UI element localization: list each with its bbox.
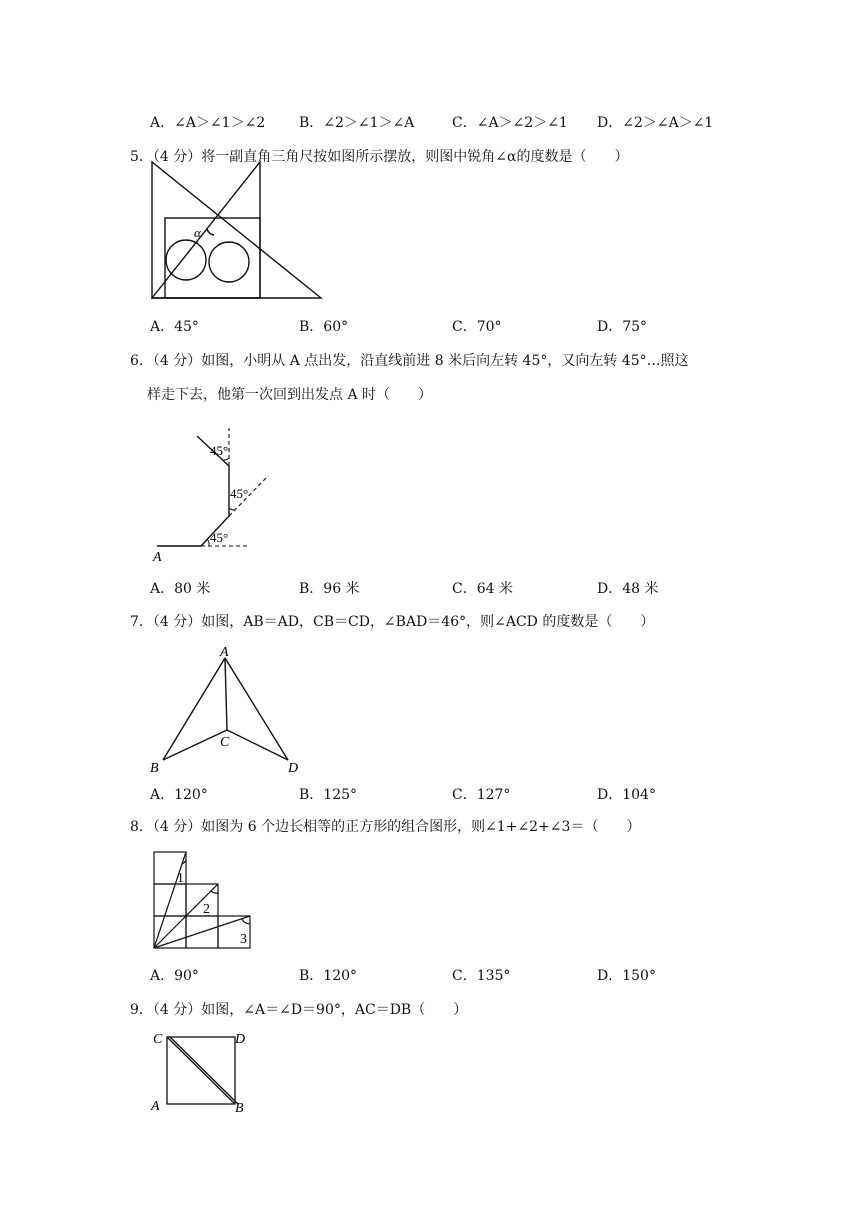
q6-option-b: B．96 米 [299,581,360,597]
q5-option-a: A．45° [150,319,199,335]
q4-option-d: D．∠2＞∠A＞∠1 [597,115,714,131]
q6-stem-line1: 6．（4 分）如图，小明从 A 点出发，沿直线前进 8 米后向左转 45°，又向左转 45°…照这 [130,353,689,369]
q7-label-a: A [220,645,229,660]
q7-stem: 7．（4 分）如图，AB＝AD，CB＝CD，∠BAD＝46°，则∠ACD 的度数是（ ） [130,614,655,630]
q9-label-c: C [153,1032,163,1047]
q7-option-d: D．104° [597,787,656,803]
q5-option-d: D．75° [597,319,648,335]
q9-diagonal-cb [167,1037,235,1104]
q8-option-a: A．90° [150,968,199,984]
q7-label-d: D [288,761,299,776]
q7-option-b: B．125° [299,787,358,803]
q6-option-d: D．48 米 [597,581,659,597]
q4-option-b: B．∠2＞∠1＞∠A [299,115,415,131]
q7-option-a: A．120° [150,787,208,803]
q7-label-c: C [220,735,230,750]
q6-stem-line2: 样走下去，他第一次回到出发点 A 时（ ） [147,387,433,403]
q9-label-d: D [235,1032,246,1047]
q6-option-a: A．80 米 [150,581,211,597]
q4-option-c: C．∠A＞∠2＞∠1 [452,115,568,131]
q6-angle-label-bottom: 45° [210,530,229,545]
q6-start-label: A [153,550,162,565]
q9-label-a: A [151,1099,160,1114]
q8-label-1: 1 [177,871,184,886]
q5-option-c: C．70° [452,319,502,335]
q7-option-c: C．127° [452,787,511,803]
q5-option-b: B．60° [299,319,349,335]
q9-stem: 9．（4 分）如图，∠A＝∠D＝90°，AC＝DB（ ） [130,1002,468,1018]
q8-label-2: 2 [203,902,210,917]
q8-stem: 8．（4 分）如图为 6 个边长相等的正方形的组合图形，则∠1+∠2+∠3＝（ ） [130,819,641,835]
q8-option-b: B．120° [299,968,358,984]
q8-label-3: 3 [240,932,247,947]
q9-label-b: B [235,1101,244,1116]
q6-angle-label-middle: 45° [230,486,249,501]
q5-stem: 5．（4 分）将一副直角三角尺按如图所示摆放，则图中锐角∠α的度数是（ ） [130,149,629,165]
q6-angle-label-top: 45° [210,443,229,458]
q5-alpha-label: α [194,225,201,240]
q8-option-c: C．135° [452,968,511,984]
q8-option-d: D．150° [597,968,656,984]
q4-option-a: A．∠A＞∠1＞∠2 [150,115,266,131]
q7-label-b: B [150,761,159,776]
q6-option-c: C．64 米 [452,581,513,597]
q9-diagonal-ab-inner [170,1037,238,1104]
